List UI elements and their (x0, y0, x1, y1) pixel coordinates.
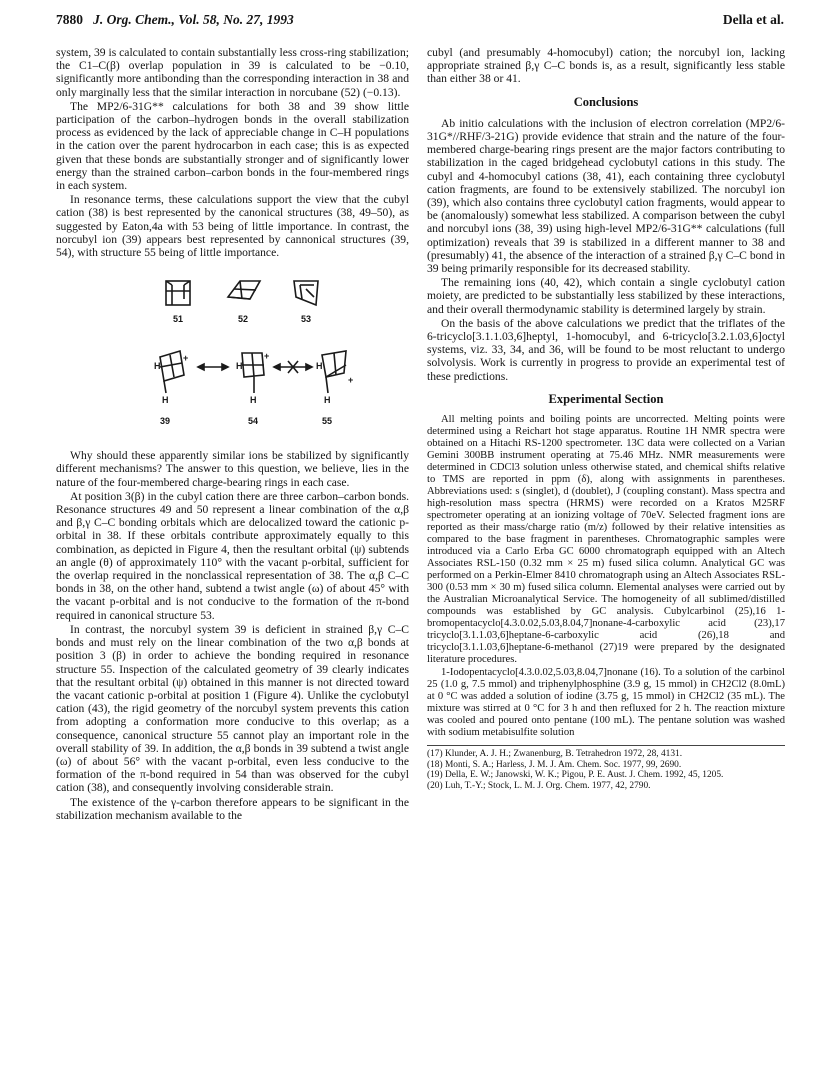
paragraph: Ab initio calculations with the inclusion of electron correlation (MP2/6-31G*//RHF/3-21G) provide evidence that strain and the nature of the four-membered charge-bearing rings present are the major factors contributing to stabilization in the caged bridgehead cyclobutyl cations in this study. The cubyl and 4-homocubyl cations (38, 41), each containing three cyclobutyl cation fragments, are found to be extensively stabilized. The norcubyl ion (39), which also contains three cyclobutyl cation fragments, would appear to be (anomalously) somewhat less stabilized. A comparison between the cubyl and norcubyl ions (38, 39) using high-level MP2/6-31G** calculations (full optimization) reveals that 39 is stabilized in a different manner to 38 and (presumably) 41, the absence of the interaction of a strained β,γ C–C bond in 39 being primarily responsible for its decreased stability. (427, 116, 785, 276)
header-left (56, 12, 294, 28)
paragraph: The existence of the γ-carbon therefore appears to be significant in the stabilization mechanism available to the (56, 795, 409, 822)
paragraph: In contrast, the norcubyl system 39 is deficient in strained β,γ C–C bonds and must rely on the linear combination of the two α,β bonds at position 3 (β) in order to achieve the bonding required in resonance structure 55. Inspection of the calculated geometry of 39 clearly indicates that the resultant orbital (ψ) obtained in this manner is not directed toward the vacant cationic p-orbital at position 1 (Figure 4). Unlike the cyclobutyl cation (43), the rigid geometry of the norcubyl system prevents this cation from adopting a conformation more conducive to this overlap; as a consequence, canonical structure 55 cannot play an important role in the overall stability of 39. In addition, the α,β bonds in 39 subtend a twist angle (ω) of about 56° with the vacant p-orbital, even less conducive to the formation of the π-bond required in 54 than was observed for the cubyl cation (38), and consequently involving considerable strain. (56, 622, 409, 795)
paragraph: Why should these apparently similar ions be stabilized by significantly different mechanisms? The answer to this question, we believe, lies in the nature of the four-membered charge-bearing rings in each case. (56, 449, 409, 489)
footnote: (18) Monti, S. A.; Harless, J. M. J. Am. Chem. Soc. 1977, 99, 2690. (427, 759, 682, 770)
paragraph: The MP2/6-31G** calculations for both 38 and 39 show little participation of the carbon–hydrogen bonds in the overall stabilization process as evidenced by the lack of appreciable change in C–H populations in the cation over the parent hydrocarbon in each case; this is as expected given that these bonds are substantially stronger and of significantly lower energy than the strained carbon–carbon bonds in the four-membered rings in each system. (56, 99, 409, 193)
footnote: (17) Klunder, A. J. H.; Zwanenburg, B. Tetrahedron 1972, 28, 4131. (427, 749, 683, 760)
conclusions-heading: Conclusions (573, 94, 639, 109)
svg-text:+: + (348, 375, 354, 386)
resonance-structures-figure (56, 269, 409, 441)
structure-label-55: 55 (322, 416, 333, 427)
structure-label-54: 54 (248, 416, 259, 427)
structure-53-drawing (294, 281, 318, 305)
svg-text:H: H (236, 361, 243, 372)
svg-text:+: + (183, 353, 189, 364)
paragraph: At position 3(β) in the cubyl cation there are three carbon–carbon bonds. Resonance structures 49 and 50 represent a linear combination of the α,β and β,γ C–C bonding orbitals which are delocalized toward the cationic p-orbital in 38. If these orbitals contribute approximately equally to this combination, as depicted in Figure 4, then the resultant orbital (ψ) subtends an angle (θ) of approximately 110° with the vacant p-orbital, sufficient for the overlap required in the nonclassical representation of 38. The α,β C–C bonds in 38, on the other hand, subtend a twist angle (ω) of about 45° with the vacant p-orbital and is not conducive to the formation of the π-bond required in canonical structure 53. (56, 489, 409, 622)
experimental-section (427, 414, 785, 739)
footnote: (20) Luh, T.-Y.; Stock, L. M. J. Org. Chem. 1977, 42, 2790. (427, 780, 651, 791)
right-column (427, 46, 785, 791)
header-authors: Della et al. (722, 12, 784, 27)
structure-label-52: 52 (238, 314, 249, 325)
structure-label-39: 39 (160, 416, 171, 427)
paragraph: The remaining ions (40, 42), which contain a single cyclobutyl cation moiety, are predicted to be substantially less stabilized by these interactions, and their overall thermodynamic stability is determined largely by strain. (427, 276, 785, 316)
experimental-heading: Experimental Section (548, 391, 664, 406)
structure-52-drawing (228, 281, 260, 299)
svg-text:H: H (154, 361, 161, 372)
left-column (56, 46, 409, 823)
page-number: 7880 (56, 12, 83, 27)
paragraph: cubyl (and presumably 4-homocubyl) cation; the norcubyl ion, lacking appropriate strained β,γ C–C bonds is, as a result, significantly less stable than either 38 or 41. (427, 46, 785, 86)
paragraph: 1-Iodopentacyclo[4.3.0.02,5.03,8.04,7]nonane (16). To a solution of the carbinol 25 (1.0 g, 7.5 mmol) and triphenylphosphine (3.9 g, 15 mmol) in CH2Cl2 (8.0mL) at 0 °C was added a solution of iodine (3.75 g, 15 mmol) in CH2Cl2 (35 mL). The mixture was stirred at 0 °C for 3 h and then refluxed for 2 h. The reaction mixture was cooled and poured onto pentane (100 mL). The pentane solution was washed with sodium metabisulfite solution (427, 667, 785, 739)
page-header (56, 8, 784, 32)
footnote: (19) Della, E. W.; Janowski, W. K.; Pigou, P. E. Aust. J. Chem. 1992, 45, 1205. (427, 770, 724, 781)
journal-citation: J. Org. Chem., Vol. 58, No. 27, 1993 (93, 12, 294, 27)
structure-55-drawing (322, 351, 346, 393)
structures-drawing (56, 269, 409, 441)
svg-text:H: H (250, 395, 257, 406)
svg-text:+: + (264, 351, 270, 362)
footnotes (427, 745, 785, 791)
structure-51-drawing (166, 281, 190, 305)
structure-39-drawing (160, 351, 184, 393)
paragraph: In resonance terms, these calculations support the view that the cubyl cation (38) is best represented by the canonical structures (38, 49–50), as suggested by Eaton,4a with 53 being of little importance. In contrast, the norcubyl ion (39) appears best represented by cannonical structures (39, 54), with structure 55 being of little importance. (56, 193, 409, 260)
paragraph: system, 39 is calculated to contain substantially less cross-ring stabilization; the C1–C(β) overlap population in 39 is calculated to be −0.10, significantly more antibonding than the corresponding interaction in 38 and only marginally less that the similar interaction in norcubane (52) (−0.13). (56, 46, 409, 99)
paragraph: On the basis of the above calculations we predict that the triflates of the 6-tricyclo[3.1.1.03,6]heptyl, 1-homocubyl, and 6-tricyclo[3.2.1.03,6]octyl systems, viz. 33, 34, and 36, will be found to be most reluctant to undergo solvolysis. Work is currently in progress to provide an experimental test of these predictions. (427, 316, 785, 383)
svg-text:H: H (316, 361, 323, 372)
svg-text:H: H (324, 395, 331, 406)
svg-text:H: H (162, 395, 169, 406)
structure-label-53: 53 (301, 314, 312, 325)
structure-label-51: 51 (173, 314, 184, 325)
structure-54-drawing (242, 353, 264, 393)
paragraph: All melting points and boiling points are uncorrected. Melting points were determined using a Reichart hot stage apparatus. Routine 1H NMR spectra were obtained on a Hitachi RS-1200 spectrometer. 13C data were collected on a Varian Gemini 300BB instrument operating at 75.46 MHz. NMR measurements were determined in CDCl3 solution unless otherwise stated, and chemical shifts relative to TMS are reported in ppm (δ), along with assignments in parentheses. Abbreviations used: s (singlet), d (doublet), J (coupling constant). Mass spectra and high-resolution mass spectra (HRMS) were recorded on a Kratos M25RF spectrometer operating at an ionizing voltage of 70eV. Selected fragment ions are reported as their mass/charge ratio (m/z) followed by their relative intensities as compared to the base fragment in parentheses. Chromatographic samples were introduced via a Carlo Erba GC 6000 chromatograph equipped with an Altech Associates RSL-150 (0.32 mm × 25 m) fused silica column. Analytical GC was performed on a Perkin-Elmer 8410 chromatograph using an Altech Associates RSL-300 (0.53 mm × 30 m) fused silica column. Elemental analyses were carried out by the Australian Microanalytical Service. The homogeneity of all sublimed/distilled compounds was established by GC analysis. Cubylcarbinol (25),16 1-bromopentacyclo[4.3.0.02,5.03,8.04,7]nonane-4-carboxylic acid (23),17 tricyclo[3.1.1.03,6]heptane-6-carboxylic acid (26),18 and tricyclo[3.1.1.03,6]heptane-6-methanol (27)19 were prepared by the designated literature procedures. (427, 414, 785, 666)
